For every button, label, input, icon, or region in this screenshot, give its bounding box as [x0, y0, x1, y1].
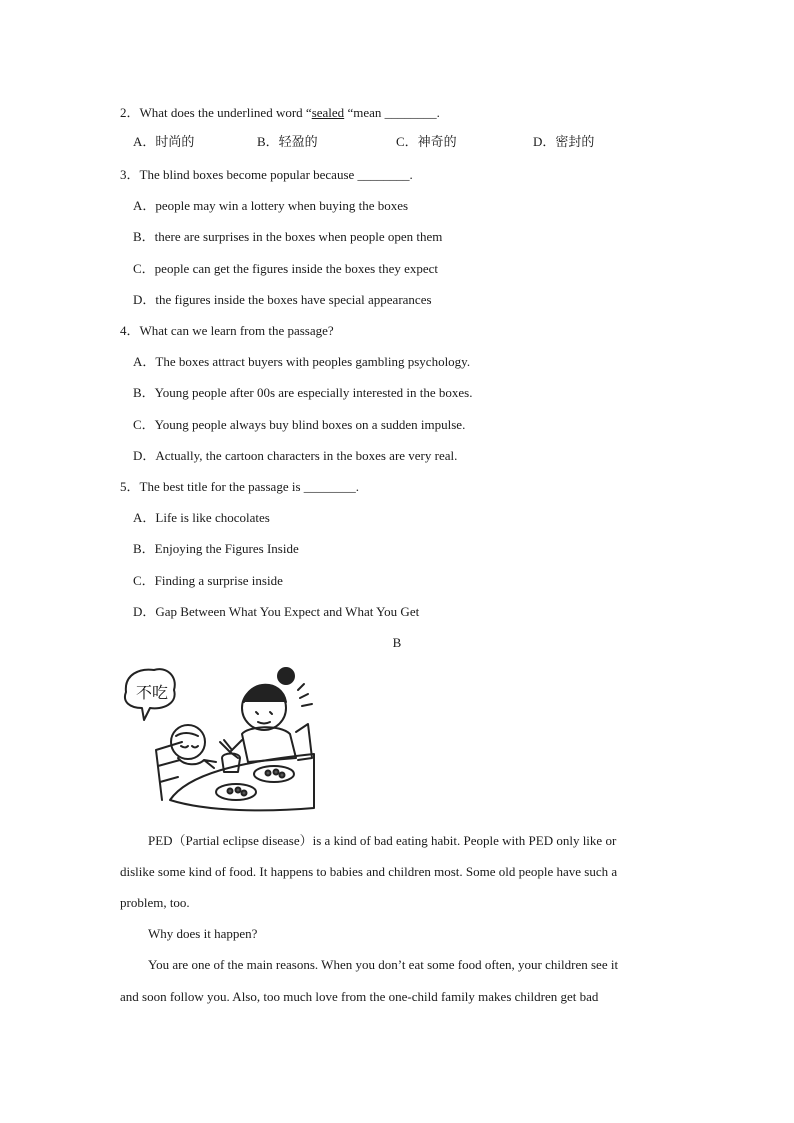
question-2-prefix: 2．What does the underlined word “	[120, 105, 312, 120]
question-3-option-b: B．there are surprises in the boxes when people open them	[133, 229, 443, 244]
passage-b-line-1: PED（Partial eclipse disease）is a kind of bad eating habit. People with PED only like or	[148, 833, 617, 848]
question-4-stem: 4．What can we learn from the passage?	[120, 323, 334, 338]
section-b-heading: B	[392, 635, 402, 650]
question-2-option-a: A．时尚的	[133, 134, 195, 149]
passage-b-line-6: and soon follow you. Also, too much love from the one-child family makes children get bad	[120, 989, 599, 1004]
question-3-option-d: D．the figures inside the boxes have special appearances	[133, 292, 432, 307]
passage-b-line-4: Why does it happen?	[148, 926, 258, 941]
passage-b-line-5: You are one of the main reasons. When you don’t eat some food often, your children see it	[148, 957, 619, 972]
question-5-option-d: D．Gap Between What You Expect and What You Get	[133, 604, 420, 619]
question-5-option-b: B．Enjoying the Figures Inside	[133, 541, 299, 556]
passage-b-line-3: problem, too.	[120, 895, 190, 910]
question-4-option-c: C．Young people always buy blind boxes on a sudden impulse.	[133, 417, 466, 432]
question-4-option-b: B．Young people after 00s are especially interested in the boxes.	[133, 385, 473, 400]
question-2-option-b: B．轻盈的	[257, 134, 318, 149]
question-2-option-c: C．神奇的	[396, 134, 457, 149]
question-5-option-a: A．Life is like chocolates	[133, 510, 270, 525]
table-icon	[170, 754, 314, 810]
question-3-stem: 3．The blind boxes become popular because ________.	[120, 167, 413, 182]
question-4-option-a: A．The boxes attract buyers with peoples gambling psychology.	[133, 354, 471, 369]
underlined-word: sealed	[311, 105, 345, 120]
question-5-option-c: C．Finding a surprise inside	[133, 573, 283, 588]
question-2-stem	[120, 105, 440, 121]
question-3-option-a: A．people may win a lottery when buying the boxes	[133, 198, 409, 213]
question-4-option-d: D．Actually, the cartoon characters in the boxes are very real.	[133, 448, 458, 463]
speech-bubble-text: 不吃	[136, 683, 169, 702]
passage-b-line-2: dislike some kind of food. It happens to babies and children most. Some old people have such a	[120, 864, 618, 879]
question-5-stem: 5．The best title for the passage is ________.	[120, 479, 360, 494]
question-2-option-d: D．密封的	[533, 134, 595, 149]
question-2-suffix: “mean ________.	[344, 105, 440, 120]
picky-eater-illustration	[118, 662, 318, 814]
question-3-option-c: C．people can get the figures inside the boxes they expect	[133, 261, 439, 276]
illustration-svg	[118, 662, 318, 814]
baby-head-icon	[171, 725, 205, 759]
